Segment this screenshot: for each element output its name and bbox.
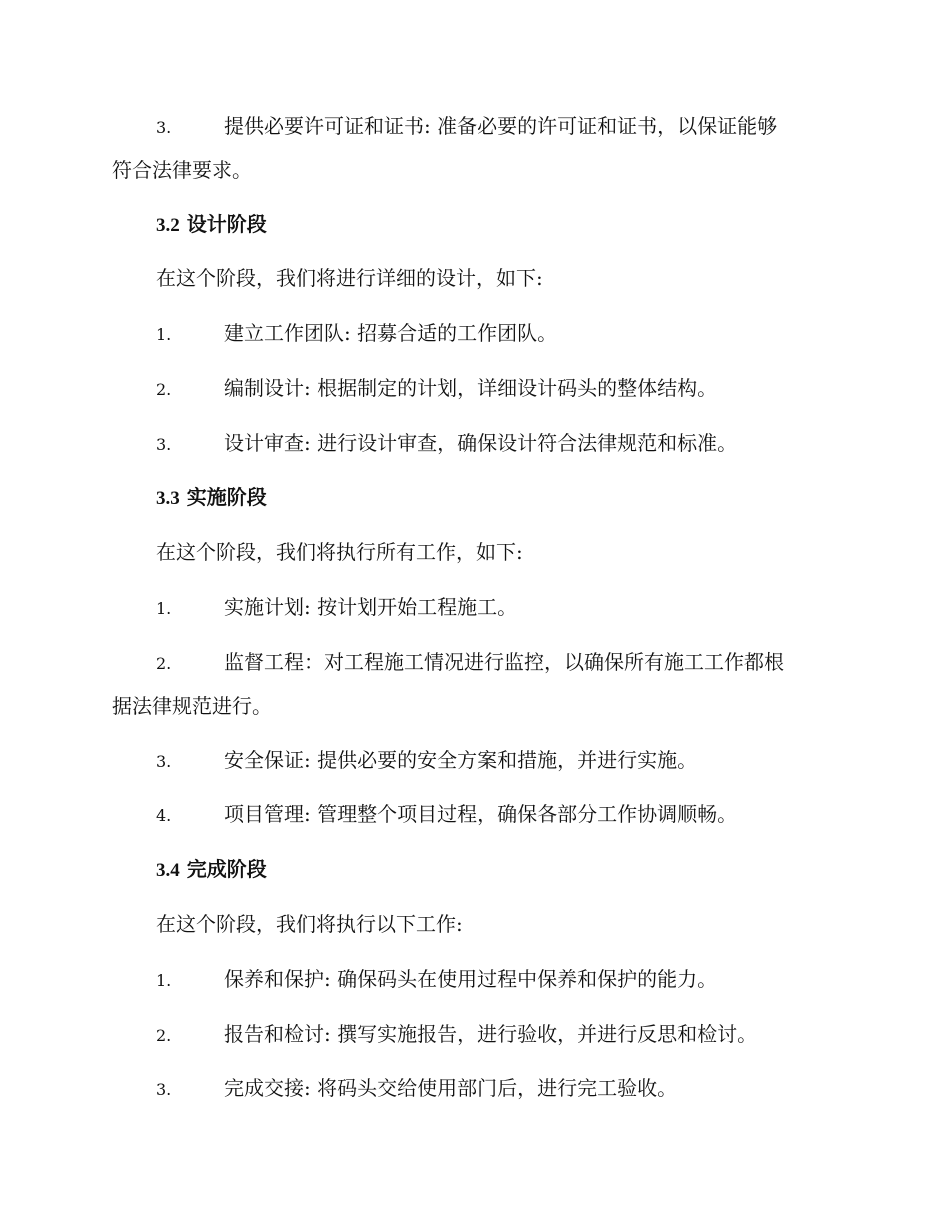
- section-heading: [156, 203, 267, 247]
- list-item: [112, 312, 834, 356]
- list-item: [112, 105, 834, 192]
- list-item-text: 项目管理: 管理整个项目过程，确保各部分工作协调顺畅。: [224, 802, 738, 826]
- list-item-text: 建立工作团队: 招募合适的工作团队。: [224, 321, 558, 345]
- list-item: [112, 1067, 834, 1111]
- list-item-text: 提供必要许可证和证书: 准备必要的许可证和证书，以保证能够: [224, 114, 778, 138]
- list-item-text-continuation: 据法律规范进行。: [112, 694, 272, 718]
- list-item-number: 2.: [156, 1026, 172, 1045]
- section-intro: 在这个阶段，我们将执行以下工作:: [156, 912, 463, 936]
- section-title: 实施阶段: [186, 485, 267, 509]
- list-item-number: 3.: [156, 118, 172, 137]
- list-item: [112, 793, 834, 837]
- list-item-number: 3.: [156, 435, 172, 454]
- section-number: 3.4: [156, 860, 180, 881]
- section-intro: 在这个阶段，我们将执行所有工作，如下:: [156, 540, 523, 564]
- list-item-number: 2.: [156, 380, 172, 399]
- list-item: [112, 586, 834, 630]
- list-item: [112, 958, 834, 1002]
- section-heading: [156, 476, 267, 520]
- list-item-number: 1.: [156, 599, 172, 618]
- list-item: [112, 641, 834, 728]
- list-item-number: 1.: [156, 325, 172, 344]
- section-title: 完成阶段: [186, 857, 267, 881]
- section-intro: 在这个阶段，我们将进行详细的设计，如下:: [156, 266, 543, 290]
- list-item: [112, 422, 834, 466]
- list-item-text: 安全保证: 提供必要的安全方案和措施，并进行实施。: [224, 748, 698, 772]
- list-item-text: 设计审查: 进行设计审查，确保设计符合法律规范和标准。: [224, 431, 738, 455]
- list-item: [112, 1013, 834, 1057]
- list-item-text: 实施计划: 按计划开始工程施工。: [224, 595, 518, 619]
- section-heading: [156, 848, 267, 892]
- list-item-text: 监督工程：对工程施工情况进行监控，以确保所有施工工作都根: [224, 650, 784, 674]
- section-number: 3.3: [156, 488, 180, 509]
- list-item-text: 编制设计: 根据制定的计划，详细设计码头的整体结构。: [224, 376, 718, 400]
- list-item-number: 4.: [156, 806, 172, 825]
- list-item-text-continuation: 符合法律要求。: [112, 158, 252, 182]
- list-item: [112, 367, 834, 411]
- list-item-text: 完成交接: 将码头交给使用部门后，进行完工验收。: [224, 1076, 678, 1100]
- list-item-number: 3.: [156, 1080, 172, 1099]
- list-item-number: 3.: [156, 752, 172, 771]
- section-number: 3.2: [156, 215, 180, 236]
- list-item-text: 报告和检讨: 撰写实施报告，进行验收，并进行反思和检讨。: [224, 1022, 758, 1046]
- list-item-number: 2.: [156, 654, 172, 673]
- section-title: 设计阶段: [186, 212, 267, 236]
- list-item-number: 1.: [156, 971, 172, 990]
- list-item-text: 保养和保护: 确保码头在使用过程中保养和保护的能力。: [224, 967, 718, 991]
- list-item: [112, 739, 834, 783]
